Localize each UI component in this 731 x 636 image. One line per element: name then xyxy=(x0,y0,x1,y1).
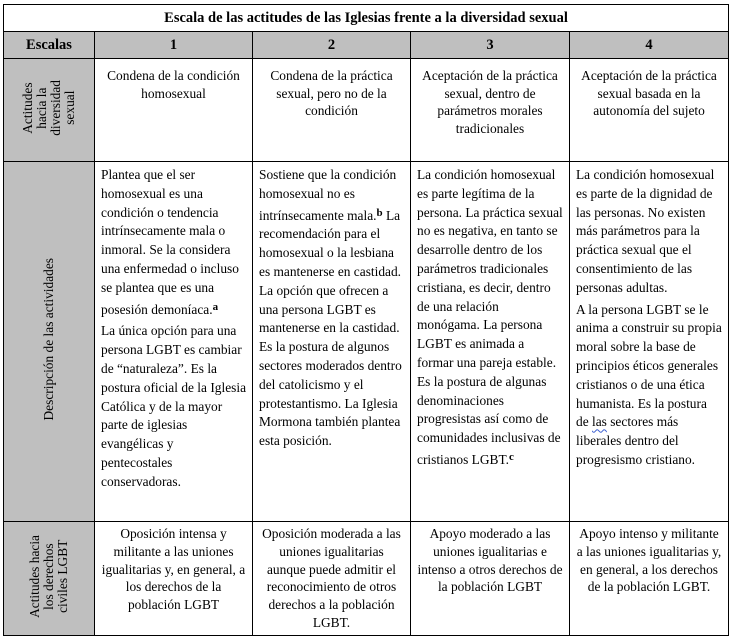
header-escalas: Escalas xyxy=(4,32,95,59)
row-label-attitudes-cell xyxy=(4,59,95,162)
header-3: 3 xyxy=(411,32,570,59)
attitude-4: Aceptación de la práctica sexual basada en la autonomía del sujeto xyxy=(570,59,729,162)
title-row xyxy=(4,5,729,32)
description-2 xyxy=(253,162,411,522)
description-1-p1: Plantea que el ser homosexual es una condición o tendencia intrínsecamente mala o inmoral. Se la considera una enfermedad o incluso se plantea que es una posesión demoníaca. xyxy=(101,167,239,317)
attitudes-scale-table xyxy=(3,4,729,636)
description-1-p2: La única opción para una persona LGBT es cambiar de “naturaleza”. Es la postura oficial de la Iglesia Católica y de la mayor parte de iglesias evangélicas y pentecostales conservadoras. xyxy=(101,323,247,489)
description-3 xyxy=(411,162,570,522)
spellcheck-marked-word: las xyxy=(592,414,607,430)
civil-rights-4: Apoyo intenso y militante a las uniones igualitarias y, en general, a los derechos de la población LGBT. xyxy=(570,522,729,636)
footnote-c: c xyxy=(508,450,514,463)
description-2-p1: Sostiene que la condición homosexual no es intrínsecamente mala. xyxy=(259,167,397,223)
description-row xyxy=(4,162,729,522)
row-label-civil-rights: Actitudes hacia los derechos civiles LGBT xyxy=(27,535,70,618)
description-4-p1: La condición homosexual es parte de la dignidad de las personas. No existen más parámetros para la práctica sexual que el consentimiento de las personas adultas. xyxy=(576,167,715,295)
attitude-3: Aceptación de la práctica sexual, dentro de parámetros morales tradicionales xyxy=(411,59,570,162)
civil-rights-2: Oposición moderada a las uniones igualitarias aunque puede admitir el reconocimiento de otros derechos a la población LGBT. xyxy=(253,522,411,636)
description-1 xyxy=(95,162,253,522)
attitudes-row xyxy=(4,59,729,162)
row-label-civil-rights-cell xyxy=(4,522,95,636)
civil-rights-3: Apoyo moderado a las uniones igualitarias e intenso a otros derechos de la población LGBT xyxy=(411,522,570,636)
row-label-description-cell xyxy=(4,162,95,522)
description-2-p1-cont: La recomendación para el homosexual o la lesbiana es mantenerse en castidad. La opción que ofrecen a una persona LGBT es mantenerse en la castidad. Es la postura de algunos sectores moderados dentro del catolicismo y el protestantismo. La Iglesia Mormona también plantea esta posición. xyxy=(259,207,402,449)
description-4-p2-b: sectores más liberales dentro del progresismo cristiano. xyxy=(576,414,696,467)
header-4: 4 xyxy=(570,32,729,59)
header-row xyxy=(4,32,729,59)
header-2: 2 xyxy=(253,32,411,59)
footnote-b: b xyxy=(376,206,383,219)
header-1: 1 xyxy=(95,32,253,59)
row-label-attitudes: Actitudes hacia la diversidad sexual xyxy=(20,80,77,136)
civil-rights-1: Oposición intensa y militante a las uniones igualitarias y, en general, a los derechos de la población LGBT xyxy=(95,522,253,636)
description-4 xyxy=(570,162,729,522)
table-title: Escala de las actitudes de las Iglesias frente a la diversidad sexual xyxy=(4,5,729,32)
description-4-p2-a: A la persona LGBT se le anima a construir su propia moral sobre la base de principios éticos generales cristianos o de una ética humanista. Es la postura de xyxy=(576,301,722,430)
row-label-description: Descripción de las actividades xyxy=(41,258,56,421)
attitude-1: Condena de la condición homosexual xyxy=(95,59,253,162)
civil-rights-row xyxy=(4,522,729,636)
description-3-p1: La condición homosexual es parte legítima de la persona. La práctica sexual no es negativa, en tanto se desarrolle dentro de los parámetros tradicionales cristiana, es decir, dentro de una relación monógama. La persona LGBT es animada a formar una pareja estable. Es la postura de algunas denominaciones progresistas así como de comunidades inclusivas de cristianos LGBT. xyxy=(417,167,563,467)
footnote-a: a xyxy=(212,300,219,313)
attitude-2: Condena de la práctica sexual, pero no de la condición xyxy=(253,59,411,162)
